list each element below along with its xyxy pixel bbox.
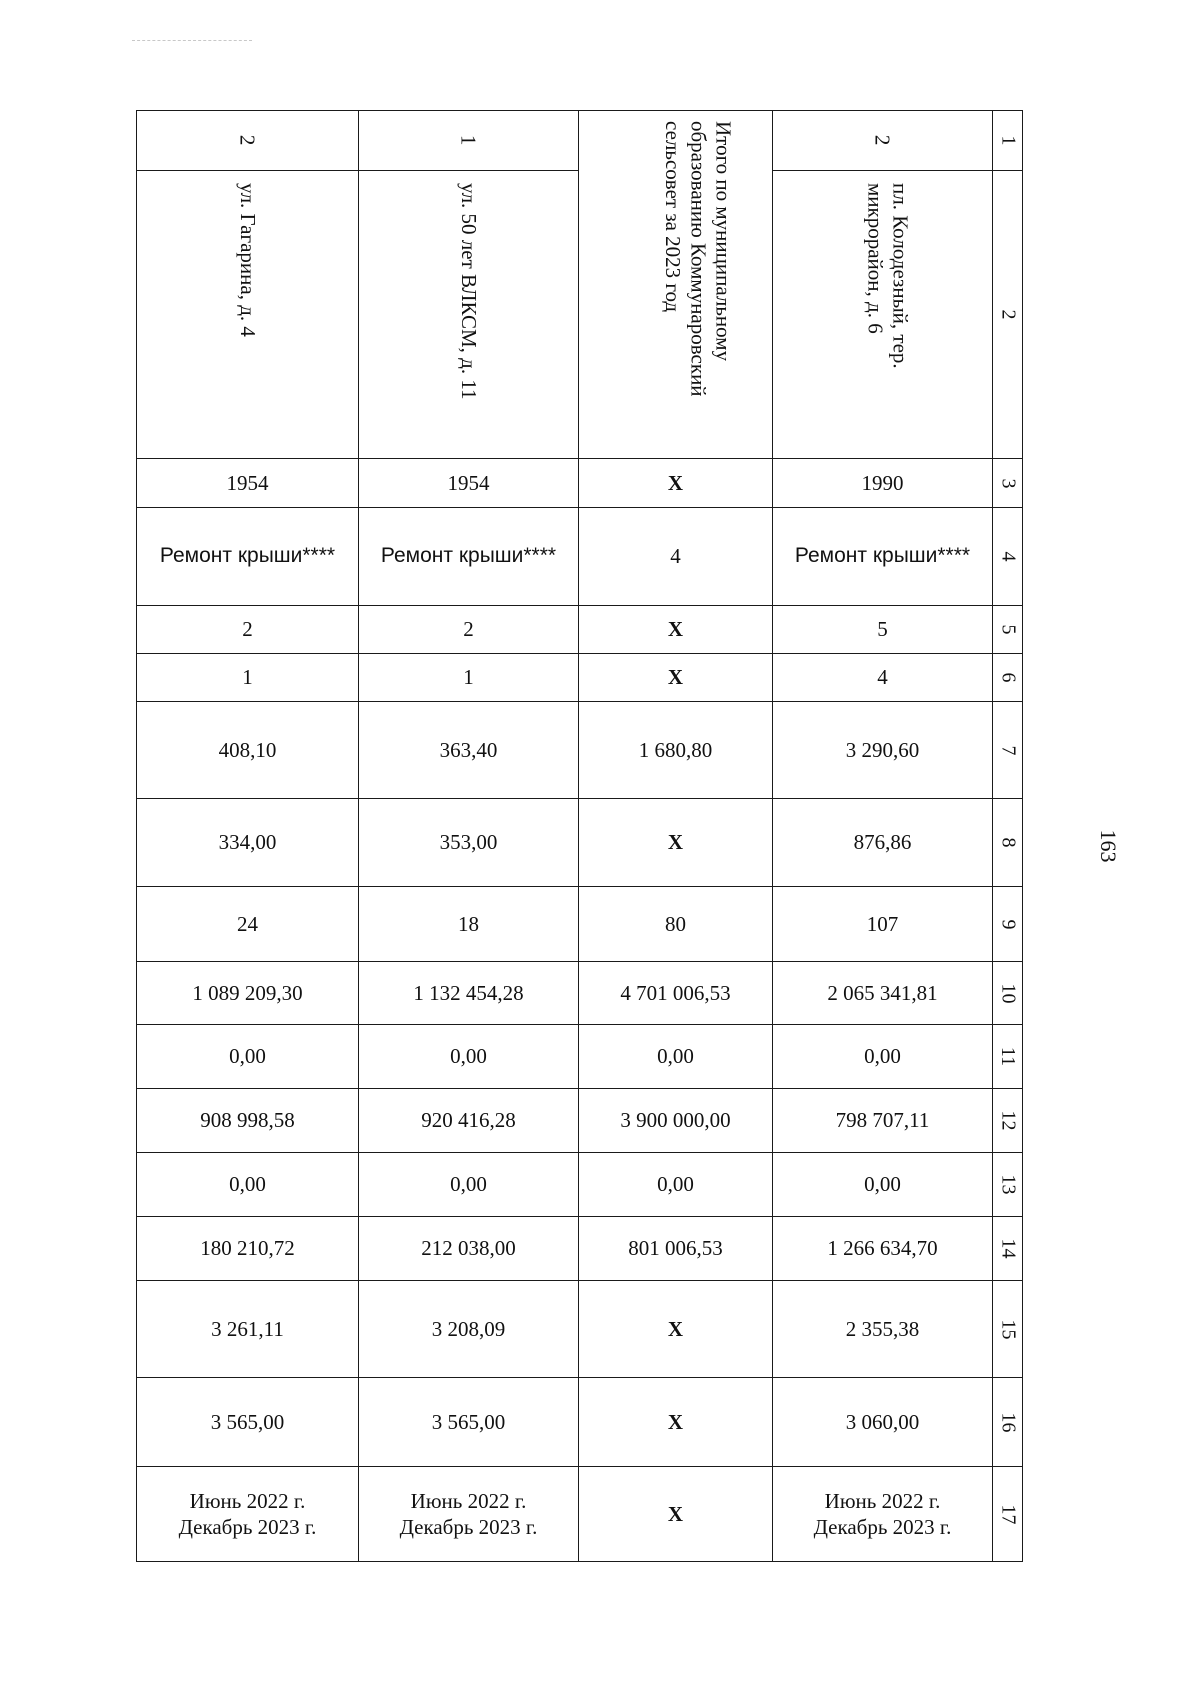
table-row — [137, 1467, 1023, 1562]
table-row — [137, 887, 1023, 962]
row-index-cell: 5 — [993, 606, 1023, 654]
column-number-cell: 2 — [773, 111, 993, 171]
table-cell: 1990 — [773, 459, 993, 508]
page-number: 163 — [1096, 829, 1121, 863]
table-cell: 0,00 — [579, 1025, 773, 1089]
row-index-cell: 11 — [993, 1025, 1023, 1089]
table-cell: 1 — [137, 654, 359, 702]
data-table — [136, 110, 1023, 1562]
table-cell: 3 565,00 — [359, 1378, 579, 1467]
table-row — [137, 1378, 1023, 1467]
table-cell: 920 416,28 — [359, 1089, 579, 1153]
row-index-cell: 6 — [993, 654, 1023, 702]
table-cell: 3 290,60 — [773, 702, 993, 799]
table-row — [137, 1153, 1023, 1217]
table-cell: 876,86 — [773, 799, 993, 887]
table-cell: 3 565,00 — [137, 1378, 359, 1467]
table-cell: X — [579, 459, 773, 508]
table-row — [137, 606, 1023, 654]
row-index-cell: 15 — [993, 1281, 1023, 1378]
table-cell: X — [579, 606, 773, 654]
table-cell: 0,00 — [773, 1025, 993, 1089]
table-cell: Июнь 2022 г. Декабрь 2023 г. — [773, 1467, 993, 1562]
table-cell: X — [579, 1378, 773, 1467]
table-cell: Июнь 2022 г. Декабрь 2023 г. — [137, 1467, 359, 1562]
table-row — [137, 702, 1023, 799]
table-cell: 3 060,00 — [773, 1378, 993, 1467]
address-cell: ул. Гагарина, д. 4 — [137, 171, 359, 459]
table-cell: 1 266 634,70 — [773, 1217, 993, 1281]
table-cell: 80 — [579, 887, 773, 962]
table-cell: 1 089 209,30 — [137, 962, 359, 1025]
table-row — [137, 1217, 1023, 1281]
table-cell: 0,00 — [359, 1025, 579, 1089]
row-index-cell: 10 — [993, 962, 1023, 1025]
row-index-cell: 8 — [993, 799, 1023, 887]
table-cell: 2 — [137, 606, 359, 654]
table-cell: 3 900 000,00 — [579, 1089, 773, 1153]
table-cell: X — [579, 654, 773, 702]
address-cell: ул. 50 лет ВЛКСМ, д. 11 — [359, 171, 579, 459]
address-cell: пл. Колодезный, тер. микрорайон, д. 6 — [773, 171, 993, 459]
row-index-cell: 1 — [993, 111, 1023, 171]
table-cell: 3 261,11 — [137, 1281, 359, 1378]
table-cell: 3 208,09 — [359, 1281, 579, 1378]
scan-artifact — [132, 40, 252, 42]
table-cell: 798 707,11 — [773, 1089, 993, 1153]
table-cell: 1954 — [137, 459, 359, 508]
row-index-cell: 14 — [993, 1217, 1023, 1281]
table-cell: 180 210,72 — [137, 1217, 359, 1281]
row-index-cell: 9 — [993, 887, 1023, 962]
table-cell: X — [579, 799, 773, 887]
table-cell: 334,00 — [137, 799, 359, 887]
table-row — [137, 1281, 1023, 1378]
table-cell: 0,00 — [579, 1153, 773, 1217]
table-cell: Ремонт крыши**** — [137, 508, 359, 606]
row-index-cell: 2 — [993, 171, 1023, 459]
column-number-cell: 2 — [137, 111, 359, 171]
table-cell: 5 — [773, 606, 993, 654]
table-cell: 18 — [359, 887, 579, 962]
table-cell: 107 — [773, 887, 993, 962]
table-cell: 2 — [359, 606, 579, 654]
column-number-cell: 1 — [359, 111, 579, 171]
table-row — [137, 654, 1023, 702]
table-cell: 24 — [137, 887, 359, 962]
row-index-cell: 17 — [993, 1467, 1023, 1562]
table-row — [137, 1025, 1023, 1089]
table-cell: 0,00 — [137, 1025, 359, 1089]
table-cell: 4 — [579, 508, 773, 606]
table-cell: Ремонт крыши**** — [773, 508, 993, 606]
table-row — [137, 111, 1023, 171]
table-row — [137, 962, 1023, 1025]
table-cell: 212 038,00 — [359, 1217, 579, 1281]
table-cell: 2 355,38 — [773, 1281, 993, 1378]
row-index-cell: 13 — [993, 1153, 1023, 1217]
row-index-cell: 12 — [993, 1089, 1023, 1153]
table-row — [137, 459, 1023, 508]
row-index-cell: 16 — [993, 1378, 1023, 1467]
table-cell: 0,00 — [773, 1153, 993, 1217]
table-cell: 408,10 — [137, 702, 359, 799]
table-cell: 0,00 — [359, 1153, 579, 1217]
table-cell: X — [579, 1467, 773, 1562]
table-cell: 1 132 454,28 — [359, 962, 579, 1025]
table-cell: 2 065 341,81 — [773, 962, 993, 1025]
table-cell: 1954 — [359, 459, 579, 508]
row-index-cell: 3 — [993, 459, 1023, 508]
table-row — [137, 508, 1023, 606]
row-index-cell: 7 — [993, 702, 1023, 799]
table-row — [137, 799, 1023, 887]
table-cell: Ремонт крыши**** — [359, 508, 579, 606]
table-cell: 4 — [773, 654, 993, 702]
row-index-cell: 4 — [993, 508, 1023, 606]
table-cell: 4 701 006,53 — [579, 962, 773, 1025]
table-cell: 908 998,58 — [137, 1089, 359, 1153]
table-row — [137, 1089, 1023, 1153]
table-cell: 353,00 — [359, 799, 579, 887]
table-cell: 1 — [359, 654, 579, 702]
table-cell: X — [579, 1281, 773, 1378]
table-cell: 1 680,80 — [579, 702, 773, 799]
table-cell: 0,00 — [137, 1153, 359, 1217]
table-cell: Июнь 2022 г. Декабрь 2023 г. — [359, 1467, 579, 1562]
total-label-cell: Итого по муниципальному образованию Коммунаровский сельсовет за 2023 год — [579, 111, 773, 459]
table-cell: 801 006,53 — [579, 1217, 773, 1281]
table-cell: 363,40 — [359, 702, 579, 799]
